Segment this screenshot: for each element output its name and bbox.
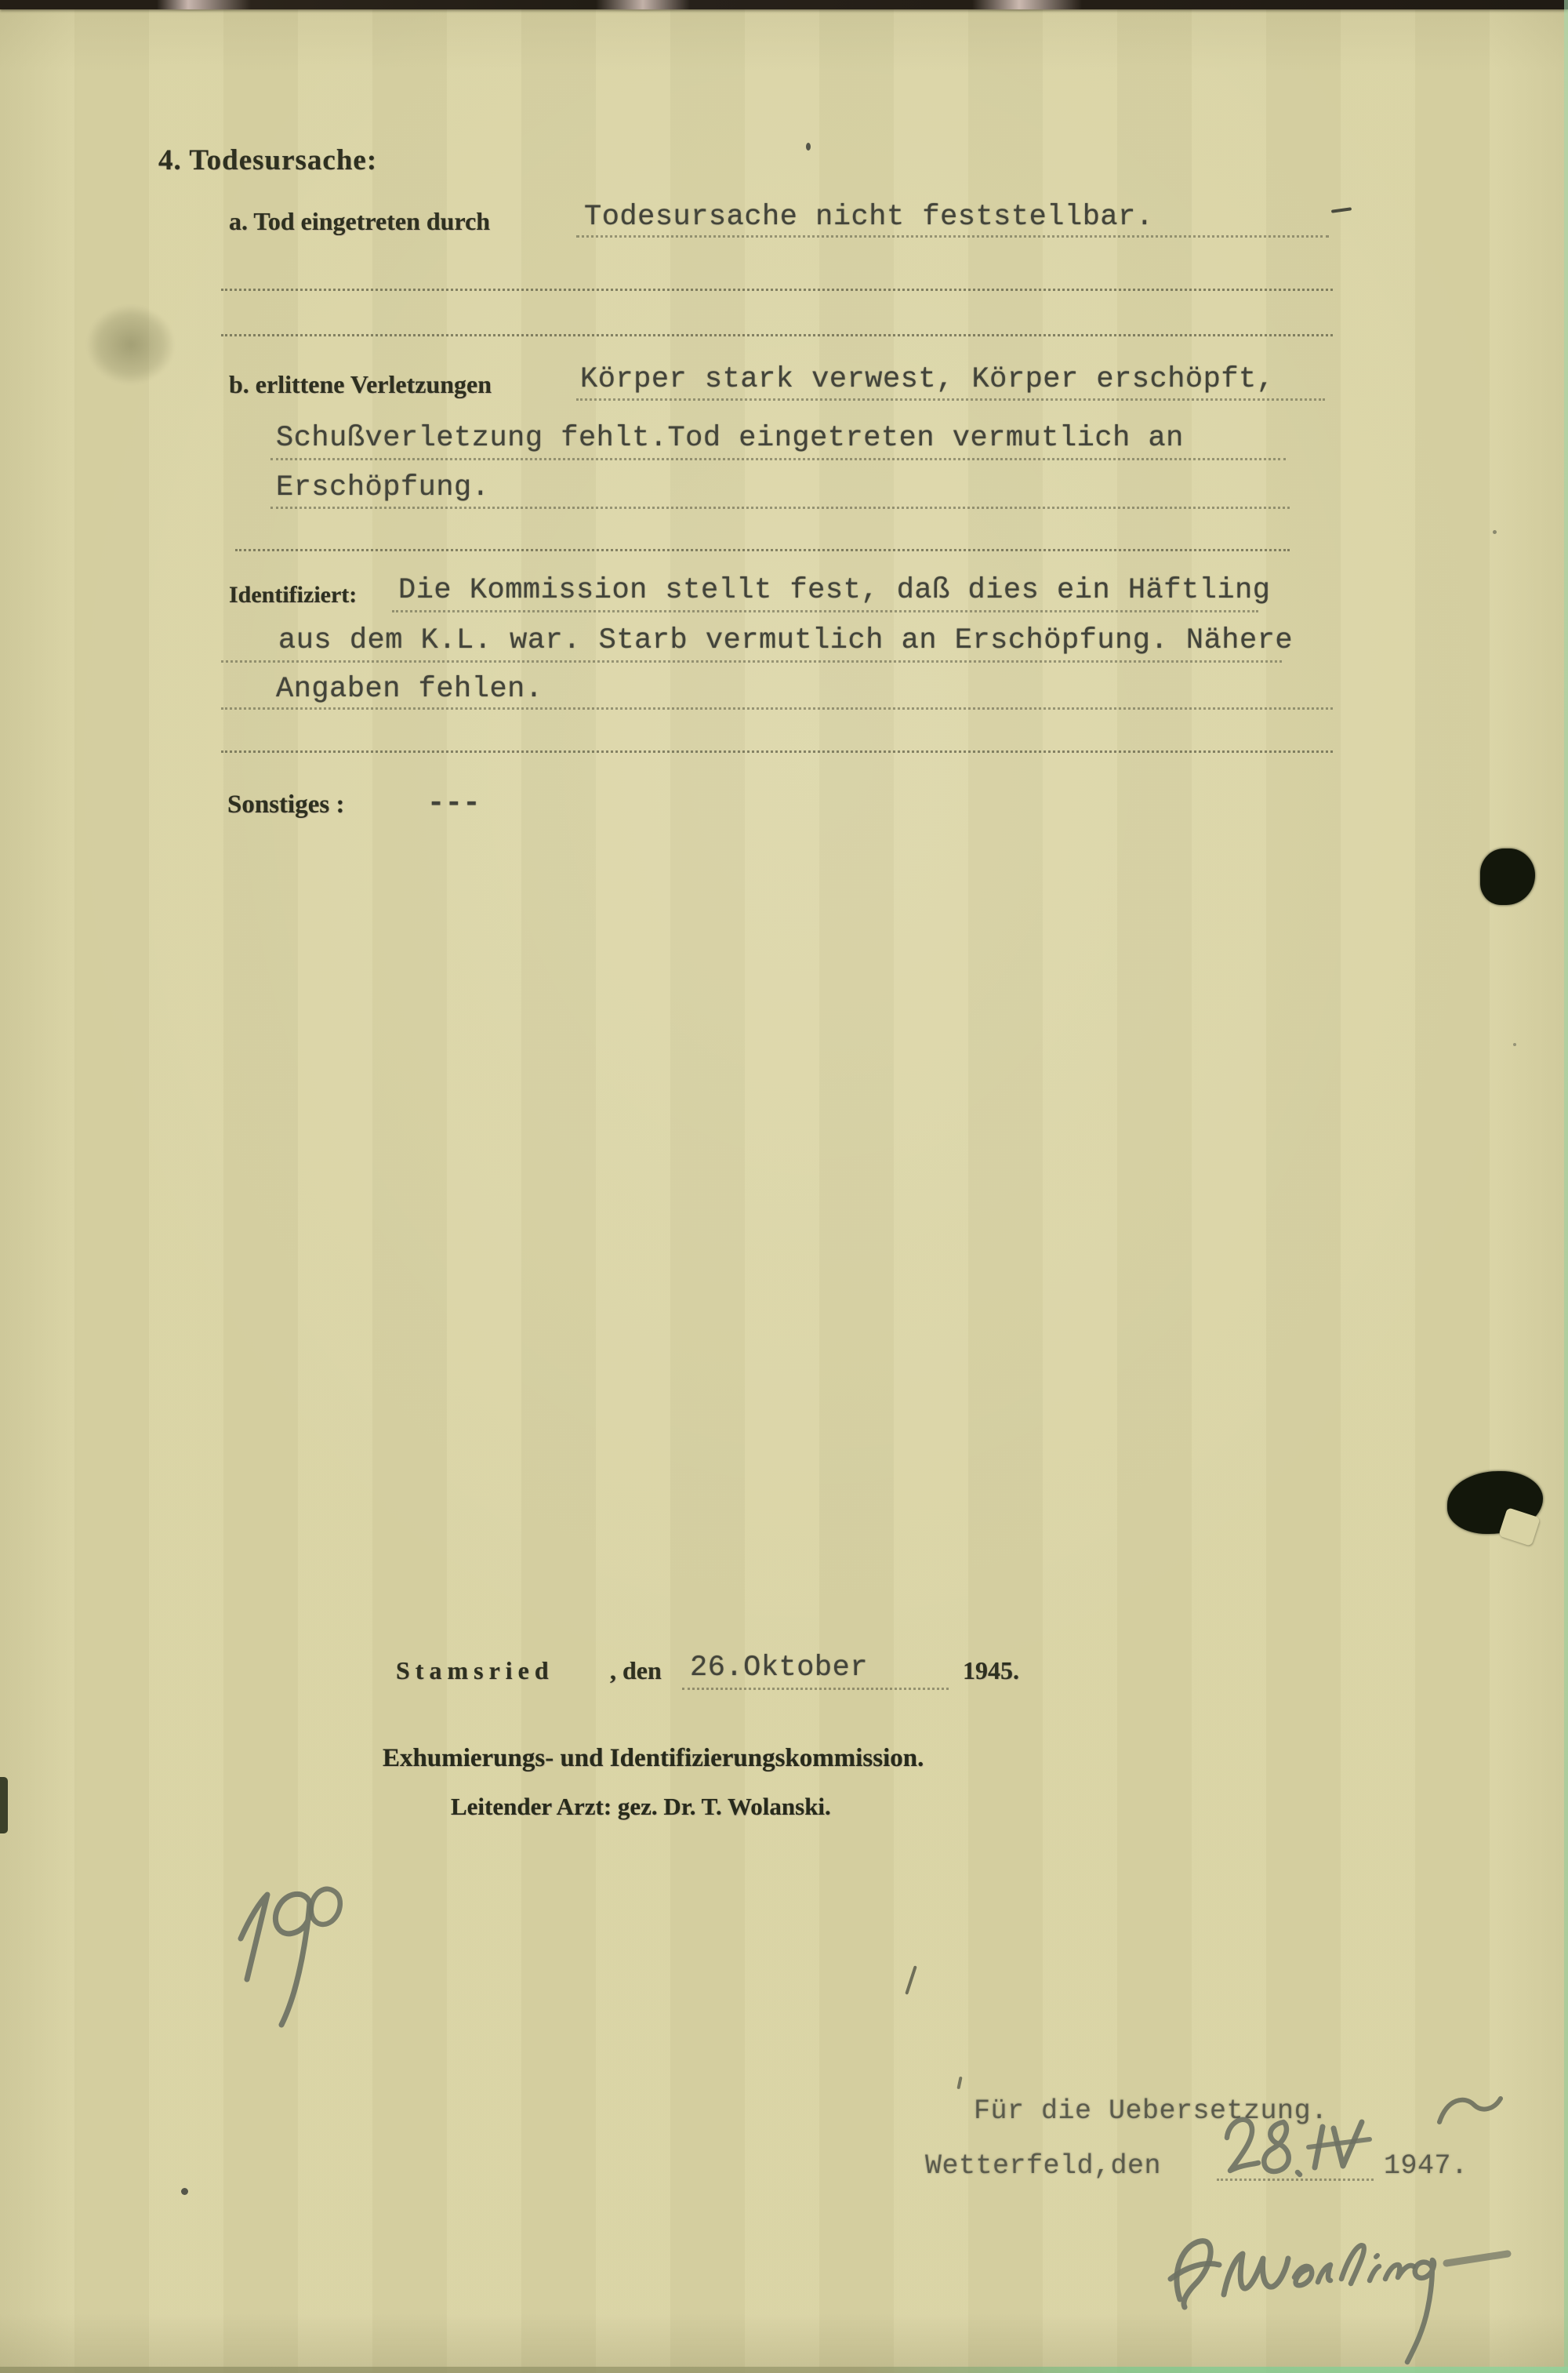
dotted-line: [270, 458, 1286, 460]
dotted-line: [221, 334, 1333, 336]
ink-speck: [181, 2188, 188, 2195]
dotted-line: [392, 610, 1258, 612]
ink-speck: [1513, 1043, 1516, 1046]
ink-speck: [1493, 530, 1497, 534]
ink-speck: [806, 143, 811, 151]
scan-top-edge: [0, 0, 1568, 9]
dotted-line: [221, 707, 1333, 710]
dotted-line: [221, 750, 1333, 753]
place-suffix: , den: [610, 1656, 662, 1684]
scan-left-edge-mark: [0, 1777, 8, 1833]
translation-year: 1947.: [1384, 2150, 1468, 2182]
sonstiges-value: ---: [427, 787, 481, 820]
handwritten-page-number: [222, 1873, 363, 2057]
dotted-line: [270, 507, 1290, 509]
commission-line: Exhumierungs- und Identifizierungskommission.: [383, 1744, 924, 1772]
field-b-value-line1: Körper stark verwest, Körper erschöpft,: [580, 363, 1275, 396]
translation-place: Wetterfeld,den: [925, 2150, 1162, 2182]
sonstiges-label: Sonstiges :: [227, 790, 345, 819]
field-b-value-line3: Erschöpfung.: [276, 471, 490, 504]
smudge-stain: [72, 292, 190, 398]
handwritten-date: [1211, 2103, 1396, 2193]
translation-note: Für die Uebersetzung.: [974, 2095, 1328, 2127]
dotted-line: [235, 549, 1290, 551]
dotted-line: [221, 660, 1282, 663]
section-heading: 4. Todesursache:: [158, 144, 378, 176]
date-typed: 26.Oktober: [690, 1652, 869, 1684]
dotted-line: [576, 398, 1325, 401]
field-a-value: Todesursache nicht feststellbar.: [584, 201, 1154, 234]
pencil-squiggle: [1433, 2089, 1508, 2132]
identified-value-line3: Angaben fehlen.: [276, 673, 543, 706]
identified-value-line2: aus dem K.L. war. Starb vermutlich an Erschöpfung. Nähere: [278, 624, 1294, 657]
doctor-line: Leitender Arzt: gez. Dr. T. Wolanski.: [451, 1793, 831, 1820]
year-printed: 1945.: [963, 1656, 1019, 1684]
stray-pen-mark: [905, 1965, 917, 1994]
dotted-line: [221, 289, 1333, 291]
field-b-label: b. erlittene Verletzungen: [229, 370, 492, 398]
scan-right-edge: [1564, 0, 1568, 2373]
identified-label: Identifiziert:: [229, 582, 358, 608]
identified-value-line1: Die Kommission stellt fest, daß dies ein Häftling: [398, 574, 1271, 607]
dotted-line: [682, 1688, 949, 1690]
stray-pen-dash: [1331, 207, 1352, 213]
field-a-label: a. Tod eingetreten durch: [229, 207, 491, 235]
stray-pen-mark: [956, 2077, 962, 2089]
field-b-value-line2: Schußverletzung fehlt.Tod eingetreten vermutlich an: [276, 422, 1184, 455]
ink-blob-top: [1480, 849, 1535, 905]
signature: [1156, 2224, 1525, 2373]
place-name: Stamsried: [396, 1656, 554, 1684]
dotted-line: [576, 235, 1329, 238]
